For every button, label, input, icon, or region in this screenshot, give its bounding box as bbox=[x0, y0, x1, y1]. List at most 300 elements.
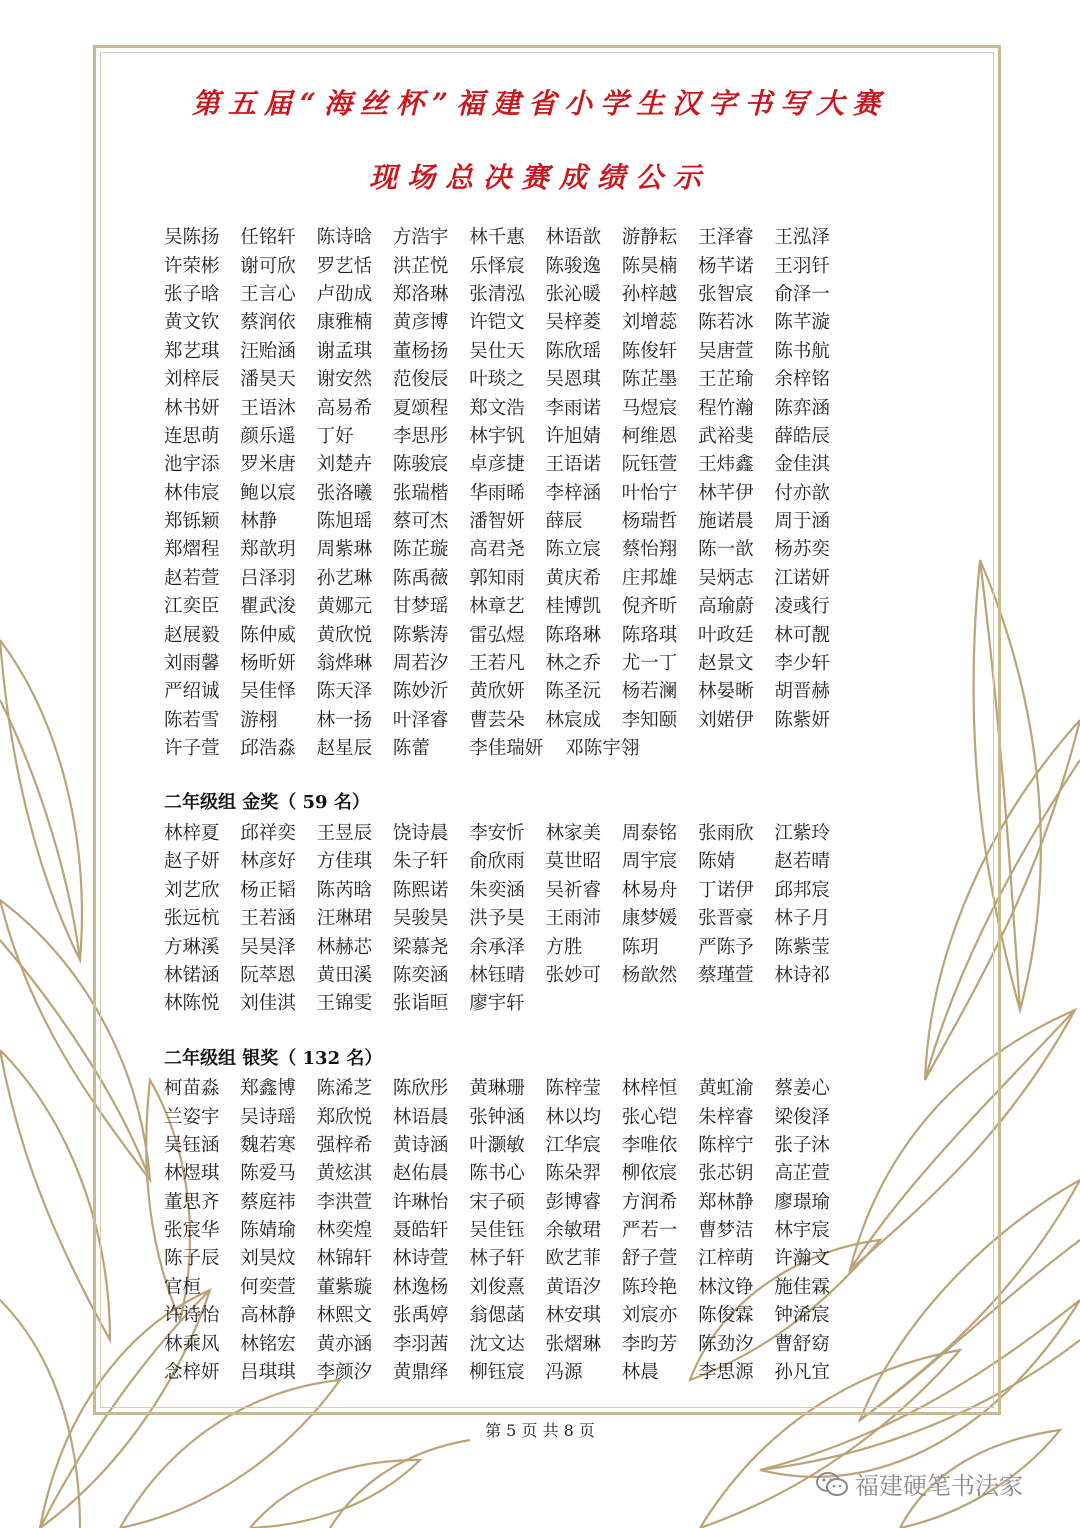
name-row bbox=[164, 1101, 864, 1129]
student-name: 陈欣彤 bbox=[392, 1078, 449, 1100]
student-name: 林乘风 bbox=[164, 1333, 220, 1355]
student-name: 王泓泽 bbox=[774, 227, 830, 249]
student-name: 许铠文 bbox=[469, 312, 525, 334]
student-name: 陈诗晗 bbox=[316, 227, 373, 249]
student-name: 郑林静 bbox=[698, 1191, 754, 1213]
student-name: 林静 bbox=[240, 511, 278, 533]
section-1 bbox=[164, 789, 864, 1016]
student-name: 吴陈扬 bbox=[164, 227, 220, 249]
name-row bbox=[164, 449, 864, 477]
student-name: 林章艺 bbox=[469, 596, 525, 618]
student-name: 赵星辰 bbox=[316, 738, 373, 760]
student-name: 林伟宸 bbox=[164, 482, 220, 504]
student-name: 汪贻涵 bbox=[240, 340, 296, 362]
name-row bbox=[164, 279, 864, 307]
student-name: 朱子轩 bbox=[392, 851, 449, 873]
student-name: 卢劭成 bbox=[316, 283, 373, 305]
student-name: 薛辰 bbox=[545, 511, 583, 533]
student-name: 陈骏宸 bbox=[392, 454, 449, 476]
student-name: 陈珞琳 bbox=[545, 624, 601, 646]
student-name: 周紫琳 bbox=[316, 539, 373, 561]
student-name: 张妙可 bbox=[545, 964, 601, 986]
student-name: 黄娜元 bbox=[316, 596, 373, 618]
name-row bbox=[164, 478, 864, 506]
student-name: 柳钰宸 bbox=[469, 1362, 525, 1384]
student-name: 杨歆然 bbox=[621, 964, 678, 986]
student-name: 蔡姜心 bbox=[774, 1078, 830, 1100]
student-name: 吴唐萱 bbox=[698, 340, 754, 362]
student-name: 李安忻 bbox=[469, 823, 525, 844]
student-name: 李梓涵 bbox=[545, 482, 601, 504]
name-row bbox=[164, 534, 864, 562]
student-name: 陈玥 bbox=[621, 936, 659, 958]
student-name: 冯源 bbox=[545, 1362, 583, 1384]
student-name: 吴佳怿 bbox=[240, 681, 296, 703]
student-name: 翁偲菡 bbox=[469, 1305, 525, 1327]
student-name: 张洛曦 bbox=[316, 482, 373, 504]
student-name: 许荣彬 bbox=[164, 255, 220, 277]
name-row bbox=[164, 733, 864, 761]
name-row bbox=[164, 563, 864, 591]
student-name: 曹舒窈 bbox=[774, 1333, 830, 1355]
student-name: 林以均 bbox=[545, 1106, 601, 1128]
student-name: 周若汐 bbox=[392, 653, 449, 675]
student-name: 许子萱 bbox=[164, 738, 220, 760]
student-name: 鲍以宸 bbox=[240, 482, 296, 504]
student-name: 方润希 bbox=[621, 1191, 678, 1213]
student-name: 凌彧行 bbox=[774, 596, 830, 618]
document-subtitle: 现场总决赛成绩公示 bbox=[368, 161, 711, 194]
student-name: 赵子妍 bbox=[164, 851, 220, 873]
student-name: 王锦雯 bbox=[316, 993, 373, 1015]
student-name: 甘梦瑶 bbox=[392, 596, 449, 618]
student-name: 李唯依 bbox=[621, 1134, 678, 1156]
student-name: 邱祥奕 bbox=[240, 823, 296, 844]
student-name: 游静耘 bbox=[621, 227, 678, 249]
student-name: 胡晋赫 bbox=[774, 681, 830, 703]
student-name: 黄庆希 bbox=[545, 567, 601, 589]
student-name: 郑艺琪 bbox=[164, 340, 220, 362]
student-name: 林宇钒 bbox=[469, 425, 525, 447]
student-name: 范俊辰 bbox=[392, 369, 449, 391]
student-name: 阮钰萱 bbox=[621, 454, 678, 476]
student-name: 林易舟 bbox=[621, 879, 678, 901]
name-row bbox=[164, 1328, 864, 1356]
student-name: 吕泽羽 bbox=[240, 567, 296, 589]
student-name: 黄语汐 bbox=[545, 1276, 601, 1298]
student-name: 陈芷璇 bbox=[392, 539, 449, 561]
student-name: 余承泽 bbox=[469, 936, 525, 958]
name-row bbox=[164, 421, 864, 449]
name-row bbox=[164, 1073, 864, 1101]
student-name: 任铭轩 bbox=[240, 227, 296, 249]
student-name: 陈昊楠 bbox=[621, 255, 678, 277]
name-row bbox=[164, 1158, 864, 1186]
name-row bbox=[164, 364, 864, 392]
student-name: 许诗怡 bbox=[164, 1305, 220, 1327]
student-name: 王言心 bbox=[240, 283, 296, 305]
student-name: 陈仲威 bbox=[240, 624, 296, 646]
student-name: 孙梓越 bbox=[621, 283, 678, 305]
student-name: 施佳霖 bbox=[774, 1276, 830, 1298]
student-name: 董杨扬 bbox=[392, 340, 449, 362]
student-name: 林赫芯 bbox=[316, 936, 373, 958]
student-name: 陈书航 bbox=[774, 340, 830, 362]
student-name: 华雨晞 bbox=[469, 482, 525, 504]
student-name: 高瑜蔚 bbox=[698, 596, 754, 618]
student-name: 林诗祁 bbox=[774, 964, 830, 986]
page-number: 第 5 页 共 8 页 bbox=[485, 1421, 595, 1440]
student-name: 罗米唐 bbox=[240, 454, 296, 476]
student-name: 高易希 bbox=[316, 397, 373, 419]
student-name: 梁慕尧 bbox=[392, 936, 449, 958]
student-name: 杨昕妍 bbox=[240, 653, 296, 675]
student-name: 林梓恒 bbox=[621, 1078, 678, 1100]
student-name: 夏颂程 bbox=[392, 397, 449, 419]
student-name: 董紫璇 bbox=[316, 1276, 373, 1298]
student-name: 黄田溪 bbox=[316, 964, 373, 986]
student-name: 官桓 bbox=[164, 1276, 202, 1298]
student-name: 林诗萱 bbox=[392, 1248, 449, 1270]
student-name: 念梓妍 bbox=[164, 1362, 220, 1384]
name-row bbox=[164, 960, 864, 988]
student-name: 陈妙沂 bbox=[392, 681, 449, 703]
student-name: 林晏晰 bbox=[698, 681, 754, 703]
student-name: 李佳瑞妍 bbox=[469, 738, 544, 760]
student-name: 武裕斐 bbox=[698, 425, 754, 447]
student-name: 蔡庭祎 bbox=[240, 1191, 296, 1213]
student-name: 林语歆 bbox=[545, 227, 601, 249]
student-name: 雷弘煜 bbox=[469, 624, 525, 646]
name-row bbox=[164, 875, 864, 903]
student-name: 欧艺菲 bbox=[545, 1248, 601, 1270]
student-name: 江梓萌 bbox=[698, 1248, 754, 1270]
student-name: 许瀚文 bbox=[774, 1248, 830, 1270]
student-name: 王炜鑫 bbox=[698, 454, 754, 476]
student-name: 李洪萱 bbox=[316, 1191, 373, 1213]
student-name: 邱邦宸 bbox=[774, 879, 830, 901]
name-row bbox=[164, 591, 864, 619]
student-name: 林安琪 bbox=[545, 1305, 601, 1327]
student-name: 陈弈涵 bbox=[774, 397, 830, 419]
student-name: 郑文浩 bbox=[469, 397, 525, 419]
student-name: 吴炳志 bbox=[698, 567, 754, 589]
student-name: 邓陈宇翎 bbox=[565, 738, 640, 760]
student-name: 邱浩淼 bbox=[240, 738, 296, 760]
student-name: 林梓夏 bbox=[164, 823, 220, 844]
student-name: 张子晗 bbox=[164, 283, 220, 305]
student-name: 丁诺伊 bbox=[698, 879, 754, 901]
student-name: 廖宇轩 bbox=[469, 993, 525, 1015]
student-name: 严若一 bbox=[621, 1220, 678, 1242]
student-name: 陈爱马 bbox=[240, 1163, 296, 1185]
student-name: 王芷瑜 bbox=[698, 369, 754, 391]
student-name: 陈劲汐 bbox=[698, 1333, 754, 1355]
student-name: 陈若冰 bbox=[698, 312, 754, 334]
student-name: 吴恩琪 bbox=[545, 369, 601, 391]
student-name: 赵展毅 bbox=[164, 624, 220, 646]
student-name: 叶怡宁 bbox=[621, 482, 678, 504]
student-name: 黄鼎绎 bbox=[392, 1362, 449, 1384]
student-name: 林芊伊 bbox=[698, 482, 754, 504]
student-name: 孙艺琳 bbox=[316, 567, 373, 589]
student-name: 张熠琳 bbox=[545, 1333, 601, 1355]
student-name: 陈紫妍 bbox=[774, 709, 830, 731]
student-name: 林逸杨 bbox=[392, 1276, 449, 1298]
name-row bbox=[164, 506, 864, 534]
student-name: 聂皓轩 bbox=[392, 1220, 449, 1242]
student-name: 黄彦博 bbox=[392, 312, 449, 334]
watermark-text: 福建硬笔书法家 bbox=[855, 1472, 1023, 1500]
student-name: 王若涵 bbox=[240, 908, 296, 930]
student-name: 江奕臣 bbox=[164, 596, 220, 618]
student-name: 沈文达 bbox=[469, 1333, 525, 1355]
student-name: 李思彤 bbox=[392, 425, 449, 447]
name-row bbox=[164, 619, 864, 647]
student-name: 林煜琪 bbox=[164, 1163, 220, 1185]
student-name: 曹芸朵 bbox=[469, 709, 525, 731]
student-name: 李思源 bbox=[698, 1362, 754, 1384]
name-row bbox=[164, 250, 864, 278]
student-name: 严绍诚 bbox=[164, 681, 220, 703]
student-name: 林奕煌 bbox=[316, 1220, 373, 1242]
student-name: 陈立宸 bbox=[545, 539, 601, 561]
student-name: 周于涵 bbox=[774, 511, 830, 533]
student-name: 赵佑晨 bbox=[392, 1163, 449, 1185]
student-name: 谢可欣 bbox=[240, 255, 296, 277]
student-name: 张瑞楷 bbox=[392, 482, 449, 504]
student-name: 柯维恩 bbox=[621, 425, 678, 447]
name-row bbox=[164, 1243, 864, 1271]
student-name: 张子沐 bbox=[774, 1134, 830, 1156]
student-name: 尤一丁 bbox=[621, 653, 678, 675]
student-name: 朱梓睿 bbox=[698, 1106, 754, 1128]
student-name: 刘艺欣 bbox=[164, 879, 220, 901]
student-name: 陈珞琪 bbox=[621, 624, 678, 646]
student-name: 朱奕涵 bbox=[469, 879, 525, 901]
student-name: 刘宸亦 bbox=[621, 1305, 678, 1327]
student-name: 瞿武浚 bbox=[240, 596, 296, 618]
student-name: 卓彦捷 bbox=[469, 454, 525, 476]
student-name: 郑鑫博 bbox=[240, 1078, 296, 1100]
name-row bbox=[164, 1357, 864, 1385]
student-name: 王泽睿 bbox=[698, 227, 754, 249]
name-row bbox=[164, 648, 864, 676]
student-name: 柳依宸 bbox=[621, 1163, 678, 1185]
student-name: 张清泓 bbox=[469, 283, 525, 305]
student-name: 吴昊泽 bbox=[240, 936, 296, 958]
student-name: 吴祈睿 bbox=[545, 879, 601, 901]
student-name: 陈圣沅 bbox=[545, 681, 601, 703]
name-row bbox=[164, 336, 864, 364]
student-name: 魏若寒 bbox=[240, 1134, 296, 1156]
student-name: 林书妍 bbox=[164, 397, 220, 419]
student-name: 王羽钎 bbox=[774, 255, 830, 277]
student-name: 颜乐遥 bbox=[240, 425, 296, 447]
student-name: 陈芊漩 bbox=[774, 312, 830, 334]
student-name: 蔡瑾萱 bbox=[698, 964, 754, 986]
student-name: 杨若澜 bbox=[621, 681, 678, 703]
student-name: 刘楚卉 bbox=[316, 454, 373, 476]
student-name: 董思齐 bbox=[164, 1191, 220, 1213]
student-name: 郑洛琳 bbox=[392, 283, 449, 305]
student-name: 庄邦雄 bbox=[621, 567, 678, 589]
student-name: 黄亦涵 bbox=[316, 1333, 373, 1355]
student-name: 林宸成 bbox=[545, 709, 601, 731]
student-name: 江诺妍 bbox=[774, 567, 830, 589]
student-name: 陈若雪 bbox=[164, 709, 220, 731]
student-name: 刘增蕊 bbox=[621, 312, 678, 334]
student-name: 许旭婧 bbox=[545, 425, 601, 447]
student-name: 陈欣瑶 bbox=[545, 340, 601, 362]
student-name: 陈一歆 bbox=[698, 539, 754, 561]
student-name: 陈天泽 bbox=[316, 681, 373, 703]
name-row bbox=[164, 846, 864, 874]
student-name: 赵若萱 bbox=[164, 567, 220, 589]
student-name: 陈紫莹 bbox=[774, 936, 830, 958]
student-name: 王昱辰 bbox=[316, 823, 373, 844]
section-2 bbox=[164, 1045, 864, 1386]
student-name: 倪齐昕 bbox=[621, 596, 678, 618]
student-name: 陈梓宁 bbox=[698, 1134, 754, 1156]
student-name: 江紫玲 bbox=[774, 823, 830, 844]
student-name: 林铭宏 bbox=[240, 1333, 296, 1355]
student-name: 吕琪琪 bbox=[240, 1362, 296, 1384]
student-name: 桂博凯 bbox=[545, 596, 601, 618]
name-row bbox=[164, 392, 864, 420]
student-name: 孙凡宜 bbox=[774, 1362, 830, 1384]
student-name: 高君尧 bbox=[469, 539, 525, 561]
student-name: 陈骏逸 bbox=[545, 255, 601, 277]
wechat-icon bbox=[815, 1471, 849, 1497]
student-name: 林晨 bbox=[621, 1362, 659, 1384]
name-row bbox=[164, 307, 864, 335]
student-name: 赵若晴 bbox=[774, 851, 830, 873]
student-name: 钟浠宸 bbox=[774, 1305, 830, 1327]
student-name: 翁烨琳 bbox=[316, 653, 373, 675]
student-name: 陈书心 bbox=[469, 1163, 525, 1185]
student-name: 强梓希 bbox=[316, 1134, 373, 1156]
student-name: 潘昊天 bbox=[240, 369, 296, 391]
name-row bbox=[164, 1215, 864, 1243]
student-name: 杨正韬 bbox=[240, 879, 296, 901]
student-name: 陈蕾 bbox=[392, 738, 430, 760]
student-name: 李颜汐 bbox=[316, 1362, 373, 1384]
name-row bbox=[164, 705, 864, 733]
student-name: 王雨沛 bbox=[545, 908, 601, 930]
student-name: 黄炫淇 bbox=[316, 1163, 373, 1185]
student-name: 陈紫涛 bbox=[392, 624, 449, 646]
student-name: 李知颐 bbox=[621, 709, 678, 731]
name-row bbox=[164, 931, 864, 959]
student-name: 严陈予 bbox=[698, 936, 754, 958]
student-name: 兰姿宇 bbox=[164, 1106, 220, 1128]
student-name: 薛皓辰 bbox=[774, 425, 830, 447]
name-row bbox=[164, 676, 864, 704]
student-name: 林一扬 bbox=[316, 709, 373, 731]
student-name: 叶灏敏 bbox=[469, 1134, 525, 1156]
student-name: 金佳淇 bbox=[774, 454, 830, 476]
student-name: 林子轩 bbox=[469, 1248, 525, 1270]
name-row bbox=[164, 1272, 864, 1300]
student-name: 林陈悦 bbox=[164, 993, 220, 1015]
student-name: 舒子萱 bbox=[621, 1248, 678, 1270]
student-name: 黄诗涵 bbox=[392, 1134, 449, 1156]
student-name: 蔡润依 bbox=[240, 312, 296, 334]
student-name: 吴钰涵 bbox=[164, 1134, 220, 1156]
student-name: 付亦歆 bbox=[774, 482, 830, 504]
student-name: 曹梦洁 bbox=[698, 1220, 754, 1242]
student-name: 吴诗瑶 bbox=[240, 1106, 296, 1128]
student-name: 刘俊熹 bbox=[469, 1276, 525, 1298]
student-name: 林家美 bbox=[545, 823, 601, 844]
student-name: 丁好 bbox=[316, 425, 354, 447]
student-name: 陈芷墨 bbox=[621, 369, 678, 391]
section-heading: 二年级组 银奖（ 132 名） bbox=[164, 1047, 383, 1069]
name-row bbox=[164, 1130, 864, 1158]
student-name: 马煜宸 bbox=[621, 397, 678, 419]
student-name: 阮萃恩 bbox=[240, 964, 296, 986]
student-name: 柯苗淼 bbox=[164, 1078, 220, 1100]
student-name: 郑铄颖 bbox=[164, 511, 220, 533]
student-name: 刘梓辰 bbox=[164, 369, 220, 391]
student-name: 张钟涵 bbox=[469, 1106, 525, 1128]
name-row bbox=[164, 1300, 864, 1328]
student-name: 林千惠 bbox=[469, 227, 525, 249]
student-name: 高芷萱 bbox=[774, 1163, 830, 1185]
student-name: 刘雨馨 bbox=[164, 653, 220, 675]
student-name: 黄虹渝 bbox=[698, 1078, 754, 1100]
student-name: 林宇宸 bbox=[774, 1220, 830, 1242]
student-name: 何奕萱 bbox=[240, 1276, 296, 1298]
student-name: 郭知雨 bbox=[469, 567, 525, 589]
student-name: 方浩宇 bbox=[392, 227, 449, 249]
student-name: 张心铠 bbox=[621, 1106, 678, 1128]
student-name: 罗艺恬 bbox=[316, 255, 373, 277]
student-name: 陈婧瑜 bbox=[240, 1220, 296, 1242]
student-name: 黄琳珊 bbox=[469, 1078, 525, 1100]
student-name: 刘昊炆 bbox=[240, 1248, 296, 1270]
student-name: 方胜 bbox=[545, 936, 583, 958]
student-name: 汪琳珺 bbox=[316, 908, 373, 930]
student-name: 郑熠程 bbox=[164, 539, 220, 561]
student-name: 刘佳淇 bbox=[240, 993, 296, 1015]
student-name: 林钰晴 bbox=[469, 964, 525, 986]
student-name: 张智宸 bbox=[698, 283, 754, 305]
student-name: 张芯钥 bbox=[698, 1163, 754, 1185]
student-name: 彭博睿 bbox=[545, 1191, 601, 1213]
student-name: 施诺晨 bbox=[698, 511, 754, 533]
results-list bbox=[164, 222, 864, 1385]
student-name: 谢孟琪 bbox=[316, 340, 373, 362]
name-row bbox=[164, 988, 864, 1016]
student-name: 叶政廷 bbox=[698, 624, 754, 646]
student-name: 连思萌 bbox=[164, 425, 220, 447]
student-name: 黄文钦 bbox=[164, 312, 220, 334]
section-heading: 二年级组 金奖（ 59 名） bbox=[164, 792, 370, 814]
student-name: 江华宸 bbox=[545, 1134, 601, 1156]
student-name: 李少轩 bbox=[774, 653, 830, 675]
student-name: 池宇添 bbox=[164, 454, 220, 476]
student-name: 陈芮晗 bbox=[316, 879, 373, 901]
student-name: 郑欣悦 bbox=[316, 1106, 373, 1128]
student-name: 陈浠芝 bbox=[316, 1078, 373, 1100]
student-name: 周宇宸 bbox=[621, 851, 678, 873]
student-name: 许琳怡 bbox=[392, 1191, 449, 1213]
student-name: 廖璟瑜 bbox=[774, 1191, 830, 1213]
student-name: 余梓铭 bbox=[774, 369, 830, 391]
student-name: 程竹瀚 bbox=[698, 397, 754, 419]
